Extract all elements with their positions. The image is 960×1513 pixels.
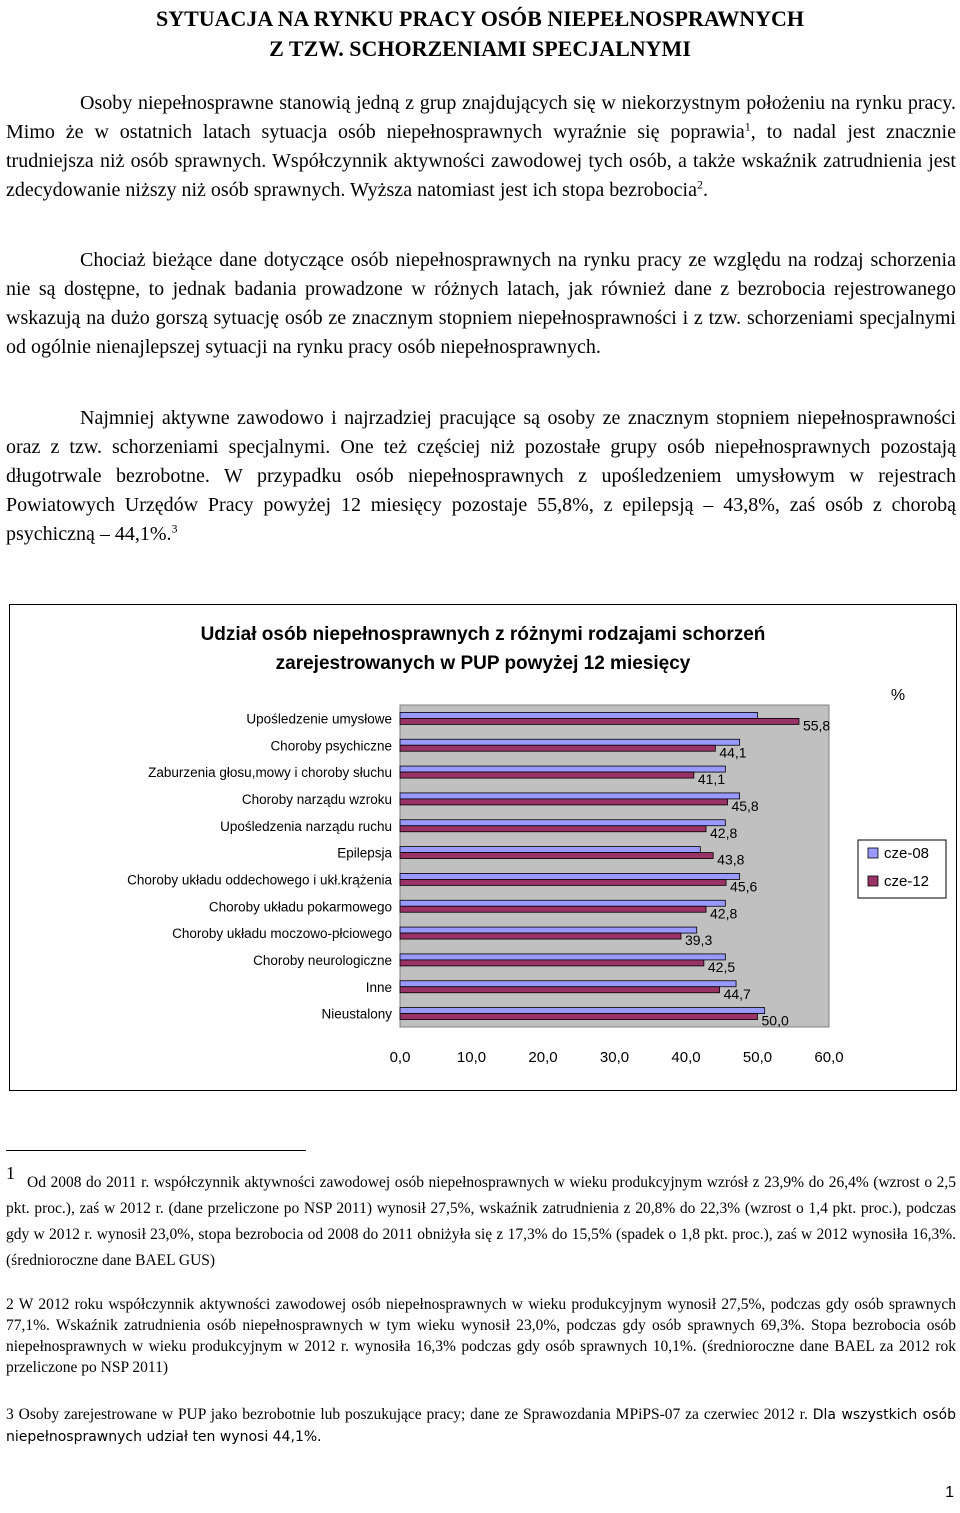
legend-swatch-cze-08	[868, 848, 878, 858]
data-label: 55,8	[802, 717, 831, 734]
data-label: 44,7	[723, 985, 751, 1002]
data-label: 43,8	[717, 851, 745, 868]
bar-cze-08	[400, 927, 697, 933]
footnote-ref-2[interactable]: 2	[696, 177, 703, 192]
footnote-ref-3[interactable]: 3	[171, 521, 178, 536]
chart-title-line-2: zarejestrowanych w PUP powyżej 12 miesięcy	[275, 653, 691, 674]
bar-cze-08	[400, 1008, 765, 1014]
x-tick-label: 50,0	[742, 1049, 773, 1066]
document-title	[0, 4, 960, 64]
footnote-3-text: 3 Osoby zarejestrowane w PUP jako bezrobotnie lub poszukujące pracy; dane ze Sprawozdania MPiPS-07 za czerwiec 2012 r.	[6, 1406, 808, 1423]
chart-frame	[9, 604, 957, 1091]
data-label: 39,3	[684, 932, 713, 949]
footnote-separator	[6, 1150, 306, 1151]
footnote-1-number: 1	[6, 1163, 15, 1183]
bar-cze-12	[400, 772, 694, 778]
paragraph-3	[6, 404, 956, 549]
legend-label-cze-12: cze-12	[884, 873, 930, 890]
bar-cze-12	[400, 745, 715, 751]
data-label: 41,1	[697, 771, 726, 788]
category-label: Choroby narządu wzroku	[241, 791, 392, 807]
bar-cze-12	[400, 933, 681, 939]
footnote-2: 2 W 2012 roku współczynnik aktywności zawodowej osób niepełnosprawnych w wieku produkcyjnym wynosił 27,5%, podczas gdy osób sprawnych 77,1%. Wskaźnik zatrudnienia osób niepełnosprawnych w tym wieku wynosił 23,0%, podczas gdy osób sprawnych 69,3%. Stopa bezrobocia osób niepełnosprawnych w wieku produkcyjnym w 2012 r. wynosiła 16,3% podczas gdy osób sprawnych 10,1%. (średnioroczne dane BAEL za 2012 rok przeliczone po NSP 2011)	[6, 1296, 956, 1376]
bar-cze-12	[400, 826, 706, 832]
data-label: 44,1	[719, 744, 747, 761]
footnote-1-text: Od 2008 do 2011 r. współczynnik aktywności zawodowej osób niepełnosprawnych w wieku produkcyjnym wzrósł z 23,9% do 26,4% (wzrost o 2,5 pkt. proc.), zaś w 2012 r. (dane przeliczone po NSP 2011) wynosił 27,5%, wskaźnik zatrudnienia z 20,8% do 22,3% (wzrost o 1,4 pkt. proc.), podczas gdy w 2012 r. wynosił 23,0%, stopa bezrobocia od 2008 do 2011 obniżyła się z 17,3% do 15,5% (spadek o 1,8 pkt. proc.), zaś w 2012 wynosiła 16,3%.(średnioroczne dane BAEL GUS)	[6, 1174, 956, 1269]
x-tick-label: 0,0	[389, 1049, 411, 1066]
category-label: Zaburzenia głosu,mowy i choroby słuchu	[148, 765, 392, 781]
footnote-3	[6, 1404, 956, 1448]
bar-cze-08	[400, 712, 758, 718]
category-label: Nieustalony	[321, 1006, 392, 1022]
category-label: Inne	[365, 979, 392, 995]
legend-swatch-cze-12	[868, 876, 878, 886]
data-label: 42,5	[707, 958, 736, 975]
category-label: Upośledzenie umysłowe	[246, 711, 392, 727]
footnote-ref-1[interactable]: 1	[744, 119, 751, 134]
x-tick-label: 40,0	[671, 1049, 701, 1066]
chart-title-line-1: Udział osób niepełnosprawnych z różnymi rodzajami schorzeń	[200, 624, 766, 645]
category-label: Choroby układu pokarmowego	[208, 899, 392, 915]
data-label: 45,6	[730, 878, 758, 895]
title-line-1: SYTUACJA NA RYNKU PRACY OSÓB NIEPEŁNOSPRAWNYCH	[155, 6, 805, 31]
x-tick-label: 30,0	[599, 1049, 630, 1066]
bar-cze-12	[400, 987, 720, 993]
bar-cze-08	[400, 873, 740, 879]
paragraph-2: Chociaż bieżące dane dotyczące osób niepełnosprawnych na rynku pracy ze względu na rodzaj schorzenia nie są dostępne, to jednak badania prowadzone w różnych latach, jak również dane z bezrobocia rejestrowanego wskazują na dużo gorszą sytuację osób ze znacznym stopniem niepełnosprawności i z tzw. schorzeniami specjalnymi od ogólnie nienajlepszej sytuacji na rynku pracy osób niepełnosprawnych.	[6, 249, 956, 358]
bar-cze-12	[400, 1014, 758, 1020]
bar-cze-08	[400, 820, 725, 826]
bar-cze-08	[400, 766, 725, 772]
category-label: Choroby neurologiczne	[253, 952, 392, 968]
bar-cze-12	[400, 853, 713, 859]
paragraph-1	[6, 89, 956, 205]
bar-cze-08	[400, 847, 700, 853]
bar-cze-08	[400, 739, 740, 745]
title-line-2: Z TZW. SCHORZENIAMI SPECJALNYMI	[269, 36, 691, 61]
category-label: Upośledzenia narządu ruchu	[220, 818, 392, 834]
x-tick-label: 10,0	[456, 1049, 487, 1066]
paragraph-1-text-a: Osoby niepełnosprawne stanowią jedną z grup znajdujących się w niekorzystnym położeniu na rynku pracy. Mimo że w ostatnich latach sytuacja osób niepełnosprawnych wyraźnie się poprawia	[6, 92, 956, 143]
paragraph-1-text-c: .	[702, 179, 708, 201]
bar-cze-12	[400, 799, 727, 805]
chart-unit-label: %	[890, 687, 906, 704]
x-tick-label: 20,0	[528, 1049, 558, 1066]
category-label: Epilepsja	[337, 845, 392, 861]
bar-cze-12	[400, 960, 704, 966]
plot-area	[400, 705, 829, 1027]
data-label: 50,0	[761, 1012, 789, 1029]
bar-cze-08	[400, 793, 740, 799]
paragraph-1-text-b: , to nadal jest znacznie trudniejsza niż osób sprawnych. Współczynnik aktywności zawodowej tych osób, a także wskaźnik zatrudnienia jest zdecydowanie niższy niż osób sprawnych. Wyższa natomiast jest ich stopa bezrobocia	[6, 121, 956, 201]
footnote-3-note: Dla wszystkich osób niepełnosprawnych udział ten wynosi 44,1%.	[6, 1407, 956, 1445]
bar-cze-12	[400, 879, 726, 885]
data-label: 42,8	[710, 824, 738, 841]
category-label: Choroby układu moczowo-płciowego	[172, 926, 392, 942]
category-label: Choroby układu oddechowego i ukł.krążenia	[127, 872, 392, 888]
bar-cze-08	[400, 954, 725, 960]
legend-label-cze-08: cze-08	[884, 845, 930, 862]
page-number: 1	[945, 1484, 954, 1501]
data-label: 45,8	[731, 797, 759, 814]
bar-cze-12	[400, 718, 799, 724]
paragraph-3-text: Najmniej aktywne zawodowo i najrzadziej pracujące są osoby ze znacznym stopniem niepełnosprawności oraz z tzw. schorzeniami specjalnymi. One też częściej niż pozostałe grupy osób niepełnosprawnych pozostają długotrwale bezrobotne. W przypadku osób niepełnosprawnych z upośledzeniem umysłowym w rejestrach Powiatowych Urzędów Pracy powyżej 12 miesięcy pozostaje 55,8%, z epilepsją – 43,8%, zaś osób z chorobą psychiczną – 44,1%.	[6, 407, 956, 545]
bar-chart	[10, 605, 956, 1090]
footnote-1	[6, 1160, 956, 1274]
bar-cze-08	[400, 981, 736, 987]
x-tick-label: 60,0	[814, 1049, 844, 1066]
bar-cze-12	[400, 906, 706, 912]
data-label: 42,8	[710, 905, 738, 922]
bar-cze-08	[400, 900, 725, 906]
category-label: Choroby psychiczne	[270, 738, 392, 754]
